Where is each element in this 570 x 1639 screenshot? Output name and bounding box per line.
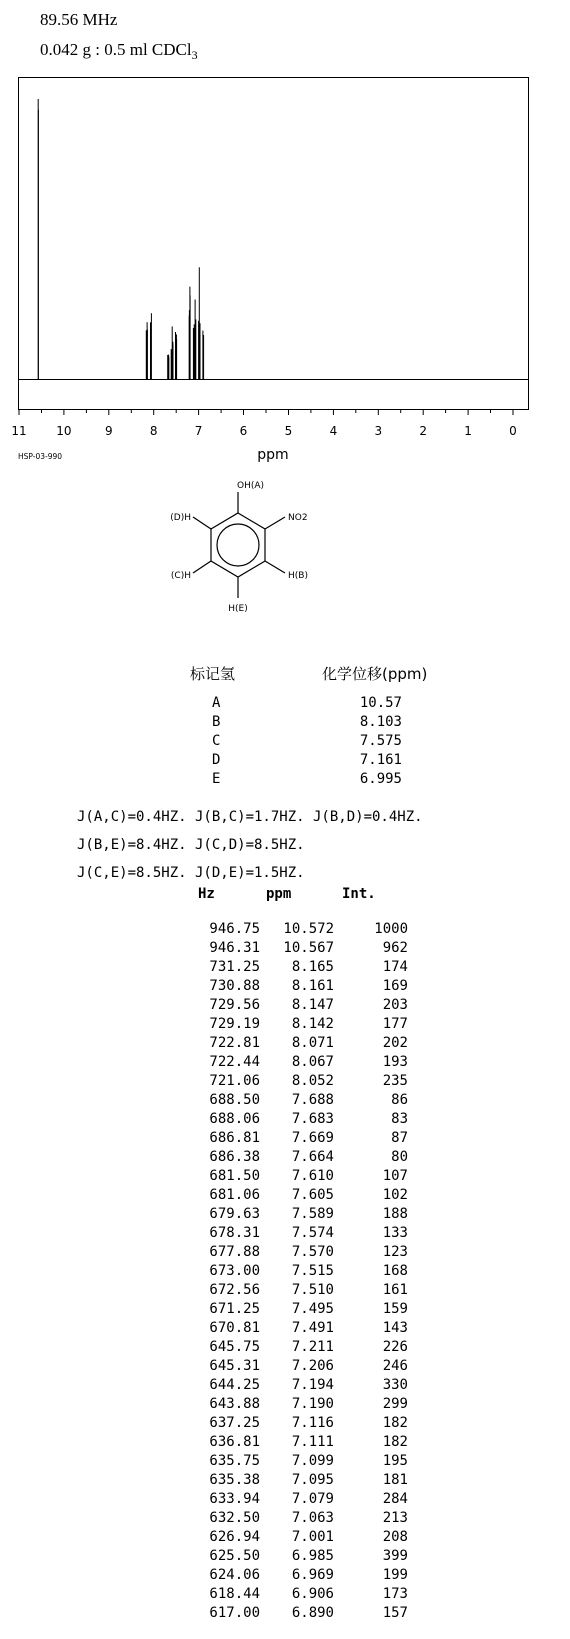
proton-label: B bbox=[212, 714, 221, 730]
peak-intensity: 213 bbox=[382, 1510, 408, 1526]
sample-text: 0.042 g : 0.5 ml CDCl bbox=[40, 40, 192, 59]
spectrum-id: HSP-03-990 bbox=[18, 452, 63, 461]
peak-intensity: 182 bbox=[382, 1434, 408, 1450]
peak-intensity: 168 bbox=[382, 1263, 408, 1279]
x-axis-tick-labels bbox=[11, 424, 516, 438]
x-tick-label: 7 bbox=[194, 424, 203, 438]
peak-hz: 946.75 bbox=[209, 921, 260, 937]
table-row bbox=[0, 1092, 570, 1111]
he-label: H(E) bbox=[228, 604, 248, 614]
peak-intensity: 962 bbox=[382, 940, 408, 956]
peak-intensity: 157 bbox=[382, 1605, 408, 1621]
nmr-spectrum-chart bbox=[0, 75, 570, 470]
table-row bbox=[0, 1605, 570, 1624]
peak-intensity: 284 bbox=[382, 1491, 408, 1507]
ppm-header: ppm bbox=[266, 886, 292, 902]
table-row bbox=[0, 940, 570, 959]
peak-hz: 673.00 bbox=[209, 1263, 260, 1279]
peak-intensity: 235 bbox=[382, 1073, 408, 1089]
peak-hz: 672.56 bbox=[209, 1282, 260, 1298]
table-row bbox=[0, 1054, 570, 1073]
assignment-row bbox=[0, 733, 570, 752]
peak-ppm: 7.095 bbox=[291, 1472, 334, 1488]
peak-hz: 670.81 bbox=[209, 1320, 260, 1336]
bond-hb bbox=[265, 561, 285, 573]
spectrometer-frequency: 89.56 MHz bbox=[40, 10, 118, 29]
x-tick-label: 4 bbox=[329, 424, 338, 438]
peak-hz: 637.25 bbox=[209, 1415, 260, 1431]
x-tick-label: 2 bbox=[419, 424, 428, 438]
peak-hz: 722.44 bbox=[209, 1054, 260, 1070]
proton-label: D bbox=[212, 752, 221, 768]
peak-hz: 731.25 bbox=[209, 959, 260, 975]
x-tick-label: 1 bbox=[464, 424, 472, 438]
peak-intensity: 246 bbox=[382, 1358, 408, 1374]
peak-hz: 635.38 bbox=[209, 1472, 260, 1488]
peak-ppm: 7.190 bbox=[291, 1396, 334, 1412]
chemical-shift: 8.103 bbox=[359, 714, 402, 730]
x-tick-label: 3 bbox=[374, 424, 383, 438]
table-row bbox=[0, 1282, 570, 1301]
peak-hz: 625.50 bbox=[209, 1548, 260, 1564]
shift-column-header: 化学位移(ppm) bbox=[322, 665, 428, 683]
peak-hz: 624.06 bbox=[209, 1567, 260, 1583]
assignment-row bbox=[0, 752, 570, 771]
table-row bbox=[0, 1377, 570, 1396]
table-row bbox=[0, 1244, 570, 1263]
sample-description bbox=[40, 40, 198, 63]
peak-ppm: 8.067 bbox=[291, 1054, 334, 1070]
peak-ppm: 8.052 bbox=[291, 1073, 334, 1089]
peak-intensity: 177 bbox=[382, 1016, 408, 1032]
table-row bbox=[0, 1320, 570, 1339]
peak-ppm: 6.906 bbox=[291, 1586, 334, 1602]
peak-hz: 681.50 bbox=[209, 1168, 260, 1184]
peak-intensity: 83 bbox=[391, 1111, 408, 1127]
peak-ppm: 7.079 bbox=[291, 1491, 334, 1507]
assignment-row bbox=[0, 714, 570, 733]
assignment-row bbox=[0, 771, 570, 790]
peak-ppm: 10.572 bbox=[283, 921, 334, 937]
benzene-ring bbox=[211, 513, 265, 577]
peak-ppm: 8.147 bbox=[291, 997, 334, 1013]
table-row bbox=[0, 1529, 570, 1548]
table-row bbox=[0, 1567, 570, 1586]
peak-intensity: 330 bbox=[382, 1377, 408, 1393]
peak-ppm: 7.194 bbox=[291, 1377, 334, 1393]
peak-ppm: 7.510 bbox=[291, 1282, 334, 1298]
peak-ppm: 7.515 bbox=[291, 1263, 334, 1279]
peak-ppm: 7.211 bbox=[291, 1339, 334, 1355]
peak-hz: 681.06 bbox=[209, 1187, 260, 1203]
peak-intensity: 86 bbox=[391, 1092, 408, 1108]
coupling-line: J(B,E)=8.4HZ. J(C,D)=8.5HZ. bbox=[77, 837, 305, 853]
bond-no2 bbox=[265, 517, 285, 529]
assignment-table bbox=[0, 695, 570, 790]
peak-hz: 633.94 bbox=[209, 1491, 260, 1507]
peak-hz: 626.94 bbox=[209, 1529, 260, 1545]
peak-ppm: 7.683 bbox=[291, 1111, 334, 1127]
peak-hz: 671.25 bbox=[209, 1301, 260, 1317]
x-tick-label: 9 bbox=[104, 424, 113, 438]
peak-hz: 632.50 bbox=[209, 1510, 260, 1526]
bond-hd bbox=[193, 517, 211, 529]
coupling-constants bbox=[77, 803, 423, 887]
peak-ppm: 7.589 bbox=[291, 1206, 334, 1222]
table-row bbox=[0, 1491, 570, 1510]
peak-hz: 645.75 bbox=[209, 1339, 260, 1355]
peak-hz: 722.81 bbox=[209, 1035, 260, 1051]
chemical-shift: 7.575 bbox=[359, 733, 402, 749]
peak-ppm: 7.574 bbox=[291, 1225, 334, 1241]
x-tick-label: 5 bbox=[284, 424, 293, 438]
peak-ppm: 7.491 bbox=[291, 1320, 334, 1336]
peak-ppm: 7.063 bbox=[291, 1510, 334, 1526]
peak-ppm: 8.071 bbox=[291, 1035, 334, 1051]
table-row bbox=[0, 1206, 570, 1225]
peak-intensity: 87 bbox=[391, 1130, 408, 1146]
table-row bbox=[0, 1149, 570, 1168]
peak-hz: 644.25 bbox=[209, 1377, 260, 1393]
aromatic-circle bbox=[217, 524, 259, 566]
peak-hz: 729.56 bbox=[209, 997, 260, 1013]
peak-hz: 729.19 bbox=[209, 1016, 260, 1032]
bond-hc bbox=[193, 561, 211, 573]
x-tick-label: 8 bbox=[149, 424, 158, 438]
peak-intensity: 208 bbox=[382, 1529, 408, 1545]
table-row bbox=[0, 1453, 570, 1472]
peak-intensity: 107 bbox=[382, 1168, 408, 1184]
peak-intensity: 80 bbox=[391, 1149, 408, 1165]
peak-ppm: 7.570 bbox=[291, 1244, 334, 1260]
peak-ppm: 6.969 bbox=[291, 1567, 334, 1583]
chemical-shift: 10.57 bbox=[359, 695, 402, 711]
table-row bbox=[0, 1434, 570, 1453]
peak-intensity: 399 bbox=[382, 1548, 408, 1564]
x-tick-label: 10 bbox=[56, 424, 72, 438]
peak-ppm: 7.688 bbox=[291, 1092, 334, 1108]
table-row bbox=[0, 1472, 570, 1491]
peak-hz: 721.06 bbox=[209, 1073, 260, 1089]
peak-hz: 643.88 bbox=[209, 1396, 260, 1412]
table-row bbox=[0, 1187, 570, 1206]
table-row bbox=[0, 1548, 570, 1567]
peak-ppm: 7.099 bbox=[291, 1453, 334, 1469]
spectrum-peaks bbox=[38, 99, 203, 379]
table-row bbox=[0, 1130, 570, 1149]
table-row bbox=[0, 959, 570, 978]
x-tick-label: 6 bbox=[239, 424, 248, 438]
x-tick-label: 11 bbox=[11, 424, 27, 438]
peak-intensity: 182 bbox=[382, 1415, 408, 1431]
peak-intensity: 123 bbox=[382, 1244, 408, 1260]
assignment-row bbox=[0, 695, 570, 714]
label-column-header: 标记氢 bbox=[190, 665, 236, 683]
peak-intensity: 1000 bbox=[374, 921, 408, 937]
peak-table bbox=[0, 921, 570, 1624]
peak-ppm: 10.567 bbox=[283, 940, 334, 956]
peak-intensity: 195 bbox=[382, 1453, 408, 1469]
hz-header: Hz bbox=[198, 886, 215, 902]
peak-hz: 686.81 bbox=[209, 1130, 260, 1146]
peak-intensity: 199 bbox=[382, 1567, 408, 1583]
table-row bbox=[0, 1263, 570, 1282]
peak-intensity: 188 bbox=[382, 1206, 408, 1222]
peak-hz: 617.00 bbox=[209, 1605, 260, 1621]
peak-ppm: 8.142 bbox=[291, 1016, 334, 1032]
peak-intensity: 102 bbox=[382, 1187, 408, 1203]
peak-hz: 946.31 bbox=[209, 940, 260, 956]
coupling-line: J(C,E)=8.5HZ. J(D,E)=1.5HZ. bbox=[77, 865, 305, 881]
table-row bbox=[0, 921, 570, 940]
peak-ppm: 6.985 bbox=[291, 1548, 334, 1564]
table-row bbox=[0, 1339, 570, 1358]
proton-label: C bbox=[212, 733, 221, 749]
table-row bbox=[0, 1111, 570, 1130]
peak-ppm: 7.111 bbox=[291, 1434, 334, 1450]
peak-ppm: 8.161 bbox=[291, 978, 334, 994]
no2-label: NO2 bbox=[288, 513, 308, 523]
table-row bbox=[0, 1073, 570, 1092]
table-row bbox=[0, 1586, 570, 1605]
table-row bbox=[0, 1510, 570, 1529]
table-row bbox=[0, 1396, 570, 1415]
table-row bbox=[0, 1035, 570, 1054]
peak-intensity: 159 bbox=[382, 1301, 408, 1317]
int-header: Int. bbox=[342, 886, 376, 902]
peak-ppm: 7.669 bbox=[291, 1130, 334, 1146]
peak-intensity: 203 bbox=[382, 997, 408, 1013]
table-row bbox=[0, 1225, 570, 1244]
peak-hz: 686.38 bbox=[209, 1149, 260, 1165]
peak-ppm: 8.165 bbox=[291, 959, 334, 975]
oh-label: OH(A) bbox=[237, 481, 265, 491]
peak-intensity: 193 bbox=[382, 1054, 408, 1070]
peak-intensity: 181 bbox=[382, 1472, 408, 1488]
proton-label: E bbox=[212, 771, 221, 787]
peak-intensity: 169 bbox=[382, 978, 408, 994]
peak-ppm: 6.890 bbox=[291, 1605, 334, 1621]
peak-ppm: 7.001 bbox=[291, 1529, 334, 1545]
peak-hz: 636.81 bbox=[209, 1434, 260, 1450]
peak-intensity: 174 bbox=[382, 959, 408, 975]
sample-subscript: 3 bbox=[191, 48, 198, 62]
peak-intensity: 226 bbox=[382, 1339, 408, 1355]
peak-ppm: 7.610 bbox=[291, 1168, 334, 1184]
peak-intensity: 161 bbox=[382, 1282, 408, 1298]
peak-hz: 677.88 bbox=[209, 1244, 260, 1260]
table-row bbox=[0, 1016, 570, 1035]
proton-label: A bbox=[212, 695, 221, 711]
hd-label: (D)H bbox=[170, 513, 191, 523]
structure-diagram bbox=[155, 481, 325, 618]
chemical-shift: 6.995 bbox=[359, 771, 402, 787]
table-row bbox=[0, 1358, 570, 1377]
peak-hz: 730.88 bbox=[209, 978, 260, 994]
peak-hz: 635.75 bbox=[209, 1453, 260, 1469]
peak-hz: 688.06 bbox=[209, 1111, 260, 1127]
chemical-shift: 7.161 bbox=[359, 752, 402, 768]
peak-intensity: 173 bbox=[382, 1586, 408, 1602]
peak-ppm: 7.116 bbox=[291, 1415, 334, 1431]
peak-hz: 688.50 bbox=[209, 1092, 260, 1108]
table-row bbox=[0, 997, 570, 1016]
peak-ppm: 7.206 bbox=[291, 1358, 334, 1374]
peak-hz: 618.44 bbox=[209, 1586, 260, 1602]
peak-intensity: 133 bbox=[382, 1225, 408, 1241]
table-row bbox=[0, 1168, 570, 1187]
table-row bbox=[0, 1301, 570, 1320]
peak-ppm: 7.605 bbox=[291, 1187, 334, 1203]
peak-intensity: 202 bbox=[382, 1035, 408, 1051]
table-row bbox=[0, 978, 570, 997]
table-row bbox=[0, 1415, 570, 1434]
hc-label: (C)H bbox=[170, 571, 191, 581]
peak-hz: 678.31 bbox=[209, 1225, 260, 1241]
peak-ppm: 7.495 bbox=[291, 1301, 334, 1317]
coupling-line: J(A,C)=0.4HZ. J(B,C)=1.7HZ. J(B,D)=0.4HZ. bbox=[77, 809, 423, 825]
x-axis-label: ppm bbox=[257, 447, 289, 463]
peak-hz: 645.31 bbox=[209, 1358, 260, 1374]
x-axis-ticks bbox=[19, 410, 513, 415]
plot-frame bbox=[19, 78, 529, 410]
hb-label: H(B) bbox=[288, 571, 308, 581]
peak-hz: 679.63 bbox=[209, 1206, 260, 1222]
peak-ppm: 7.664 bbox=[291, 1149, 334, 1165]
peak-intensity: 143 bbox=[382, 1320, 408, 1336]
peak-intensity: 299 bbox=[382, 1396, 408, 1412]
x-tick-label: 0 bbox=[509, 424, 517, 438]
